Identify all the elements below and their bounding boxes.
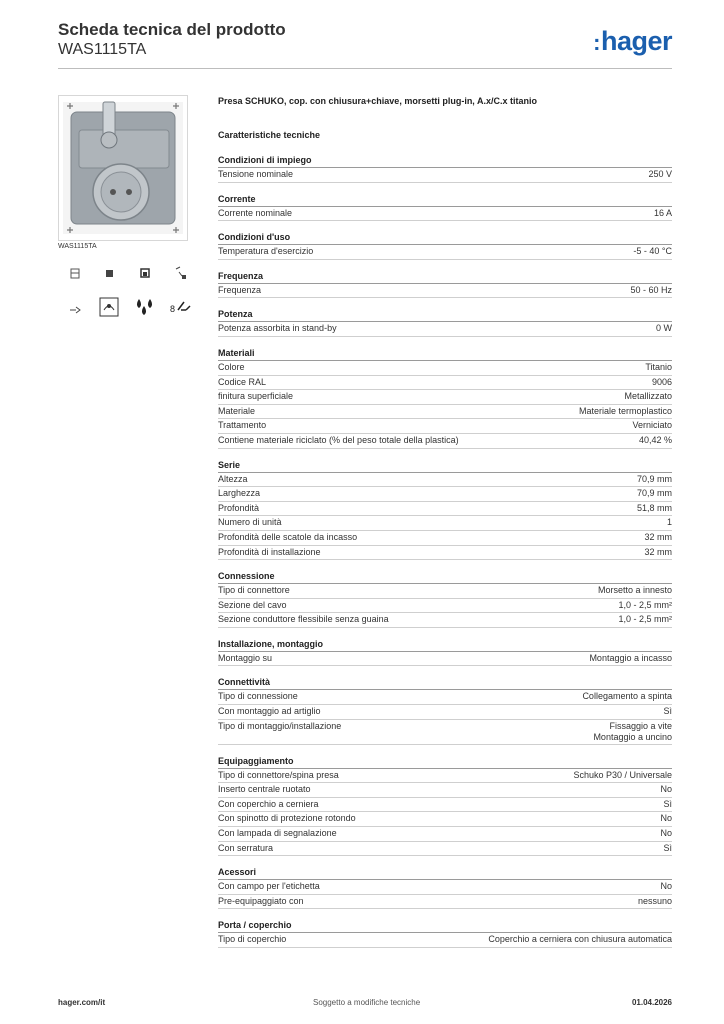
connector-icon (62, 296, 88, 322)
spec-label: Tipo di connessione (218, 691, 298, 702)
spec-row (218, 405, 672, 420)
spec-label: Corrente nominale (218, 207, 293, 218)
logo-text: hager (600, 26, 672, 56)
spec-value (663, 798, 672, 812)
spec-value (488, 933, 672, 947)
spec-label: Potenza assorbita in stand-by (218, 323, 337, 334)
spec-value (637, 502, 672, 516)
section-title: Connessione (218, 570, 672, 584)
spec-label: Con montaggio ad artiglio (218, 706, 321, 717)
spec-row (218, 652, 672, 667)
spec-row (218, 798, 672, 813)
spec-value (639, 434, 672, 448)
spec-section (218, 154, 672, 183)
spec-value-line: 1,0 - 2,5 mm² (618, 614, 672, 625)
spec-label: Tipo di connettore/spina presa (218, 769, 339, 780)
spec-value-line: 1 (666, 517, 672, 528)
spec-label: Tensione nominale (218, 169, 294, 179)
spec-value (618, 599, 672, 613)
spec-section (218, 308, 672, 337)
spec-value (573, 769, 672, 783)
spec-row (218, 783, 672, 798)
spec-label: Con spinotto di protezione rotondo (218, 813, 356, 824)
spec-label: Inserto centrale ruotato (218, 784, 311, 795)
section-title: Porta / coperchio (218, 919, 672, 933)
spec-value-line: 250 V (648, 169, 672, 179)
spec-value (593, 721, 672, 743)
spec-value (660, 880, 672, 894)
spec-value (633, 245, 672, 259)
section-title: Corrente (218, 193, 672, 207)
spec-value-line: Schuko P30 / Universale (573, 769, 672, 780)
spec-label: Codice RAL (218, 376, 267, 387)
spec-label: Materiale (218, 405, 256, 416)
spec-row (218, 361, 672, 376)
svg-text:8: 8 (170, 304, 176, 314)
spec-label: Profondità (218, 502, 260, 513)
spec-section (218, 193, 672, 222)
flush-mount-icon (96, 260, 122, 286)
spec-row (218, 245, 672, 260)
spec-value-line: No (660, 881, 672, 892)
spec-value-line: Morsetto a innesto (597, 585, 672, 596)
spec-row (218, 546, 672, 561)
spec-value-line: 50 - 60 Hz (630, 284, 672, 295)
spec-value (660, 783, 672, 797)
spec-label: finitura superficiale (218, 391, 294, 402)
section-title: Condizioni di impiego (218, 154, 672, 168)
spec-row (218, 473, 672, 488)
spec-value-line: No (660, 813, 672, 824)
spec-value (667, 516, 672, 530)
spec-row (218, 207, 672, 222)
spec-sections (218, 154, 672, 948)
spec-value (579, 405, 672, 419)
spec-label: Temperatura d'esercizio (218, 246, 314, 257)
spec-row (218, 584, 672, 599)
spec-value (644, 546, 672, 560)
spec-value-line: Montaggio a uncino (593, 731, 672, 742)
spec-value-line: Coperchio a cerniera con chiusura automatica (488, 934, 672, 945)
header-divider (58, 68, 672, 69)
spec-row (218, 690, 672, 705)
spec-value (582, 690, 672, 704)
spec-row (218, 168, 672, 183)
key-lock-icon (168, 294, 194, 320)
spec-label: Profondità di installazione (218, 546, 321, 557)
spec-value (663, 705, 672, 719)
spec-row (218, 705, 672, 720)
spec-row (218, 720, 672, 745)
spec-value-line: Sì (663, 842, 672, 853)
spec-label: Colore (218, 361, 245, 372)
hager-logo: :hager (593, 26, 672, 56)
spec-section (218, 459, 672, 561)
spec-label: Profondità delle scatole da incasso (218, 531, 358, 542)
spec-value (644, 531, 672, 545)
spec-value (637, 487, 672, 501)
document-header (58, 20, 286, 60)
section-title: Equipaggiamento (218, 755, 672, 769)
spec-section (218, 570, 672, 628)
spec-value-line: Metallizzato (624, 391, 672, 402)
spec-value-line: 40,42 % (638, 434, 672, 445)
spec-section (218, 676, 672, 744)
spec-value-line: 70,9 mm (636, 488, 672, 499)
footer-date: 01.04.2026 (631, 998, 672, 1007)
spec-row (218, 376, 672, 391)
spec-row (218, 880, 672, 895)
spec-row (218, 895, 672, 910)
spec-value-line: 16 A (653, 207, 672, 218)
spec-value-line: -5 - 40 °C (633, 246, 672, 257)
section-title: Acessori (218, 866, 672, 880)
spec-value-line: Verniciato (632, 420, 672, 431)
spec-value (637, 473, 672, 487)
spec-row (218, 502, 672, 517)
spec-label: Montaggio su (218, 652, 273, 663)
spec-label: Con lampada di segnalazione (218, 828, 337, 839)
spec-value-line: Titanio (645, 361, 672, 372)
spec-label: Numero di unità (218, 517, 282, 528)
spec-value-line: Montaggio a incasso (589, 652, 672, 663)
section-title: Installazione, montaggio (218, 638, 672, 652)
footer-website[interactable]: hager.com/it (58, 998, 106, 1007)
footer-note: Soggetto a modifiche tecniche (313, 998, 421, 1007)
spec-value (656, 322, 672, 336)
spec-value (660, 827, 672, 841)
spec-value (632, 419, 672, 433)
spec-row (218, 419, 672, 434)
spec-value (663, 842, 672, 856)
spec-value-line: Sì (663, 706, 672, 717)
spec-label: Con serratura (218, 842, 274, 853)
spec-section (218, 347, 672, 449)
spec-label: Con campo per l'etichetta (218, 881, 320, 892)
spec-row (218, 599, 672, 614)
spec-value (589, 652, 672, 666)
spec-row (218, 812, 672, 827)
tabletop-mount-icon (62, 260, 88, 286)
spec-value-line: No (660, 828, 672, 839)
spec-value-line: 1,0 - 2,5 mm² (618, 599, 672, 610)
circuit-icon (96, 294, 122, 320)
spec-value-line: 32 mm (644, 546, 672, 557)
spec-value-line: nessuno (637, 895, 672, 906)
spec-section (218, 638, 672, 667)
spec-value-line: Collegamento a spinta (582, 691, 672, 702)
spec-section (218, 755, 672, 857)
spec-row (218, 284, 672, 299)
spec-label: Tipo di connettore (218, 585, 290, 596)
image-caption: WAS1115TA (58, 243, 97, 250)
spec-label: Altezza (218, 473, 248, 484)
spec-value-line: Sì (663, 798, 672, 809)
document-title: Scheda tecnica del prodotto (58, 20, 286, 39)
spec-value-line: 70,9 mm (636, 473, 672, 484)
spec-row (218, 390, 672, 405)
schuko-socket-icon (59, 96, 187, 240)
spec-label: Tipo di coperchio (218, 934, 287, 945)
spec-value-line: 32 mm (644, 531, 672, 542)
spec-label: Tipo di montaggio/installazione (218, 720, 342, 731)
frame-icon (132, 260, 158, 286)
technical-characteristics-heading: Caratteristiche tecniche (218, 130, 321, 140)
spec-value (624, 390, 672, 404)
spec-row (218, 322, 672, 337)
plug-in-terminal-icon (168, 260, 194, 286)
section-title: Connettività (218, 676, 672, 690)
spec-row (218, 531, 672, 546)
spec-label: Pre-equipaggiato con (218, 895, 304, 906)
section-title: Frequenza (218, 270, 672, 284)
spec-label: Larghezza (218, 488, 261, 499)
spec-row (218, 933, 672, 948)
spec-value (648, 168, 672, 182)
spec-value (645, 361, 672, 375)
spec-label: Contiene materiale riciclato (% del peso totale della plastica) (218, 434, 459, 445)
spec-section (218, 231, 672, 260)
spec-value (660, 812, 672, 826)
spec-value (630, 284, 672, 298)
section-title: Condizioni d'uso (218, 231, 672, 245)
spec-row (218, 769, 672, 784)
specification-table (218, 96, 672, 948)
spec-value-line: 51,8 mm (636, 502, 672, 513)
spec-label: Sezione conduttore flessibile senza guaina (218, 614, 389, 625)
spec-section (218, 270, 672, 299)
product-code: WAS1115TA (58, 41, 147, 58)
spec-value-line: 9006 (651, 376, 672, 387)
spec-value (654, 207, 672, 221)
spec-section (218, 919, 672, 948)
spec-value (618, 613, 672, 627)
spec-value-line: Materiale termoplastico (578, 405, 672, 416)
spec-value (652, 376, 672, 390)
spec-row (218, 827, 672, 842)
spec-row (218, 516, 672, 531)
spec-value-line: No (660, 784, 672, 795)
drops-icon (132, 294, 158, 320)
spec-value-line: 0 W (655, 323, 672, 334)
product-description: Presa SCHUKO, cop. con chiusura+chiave, morsetti plug-in, A.x/C.x titanio (218, 96, 537, 106)
spec-section (218, 866, 672, 909)
spec-row (218, 487, 672, 502)
spec-value-line: Fissaggio a vite (609, 720, 672, 731)
spec-row (218, 842, 672, 857)
spec-label: Trattamento (218, 420, 267, 431)
section-title: Potenza (218, 308, 672, 322)
product-image (58, 95, 188, 241)
section-title: Materiali (218, 347, 672, 361)
spec-label: Con coperchio a cerniera (218, 798, 319, 809)
spec-value (638, 895, 672, 909)
section-title: Serie (218, 459, 672, 473)
spec-label: Sezione del cavo (218, 599, 287, 610)
spec-label: Frequenza (218, 284, 262, 295)
spec-row (218, 613, 672, 628)
spec-row (218, 434, 672, 449)
spec-value (598, 584, 672, 598)
